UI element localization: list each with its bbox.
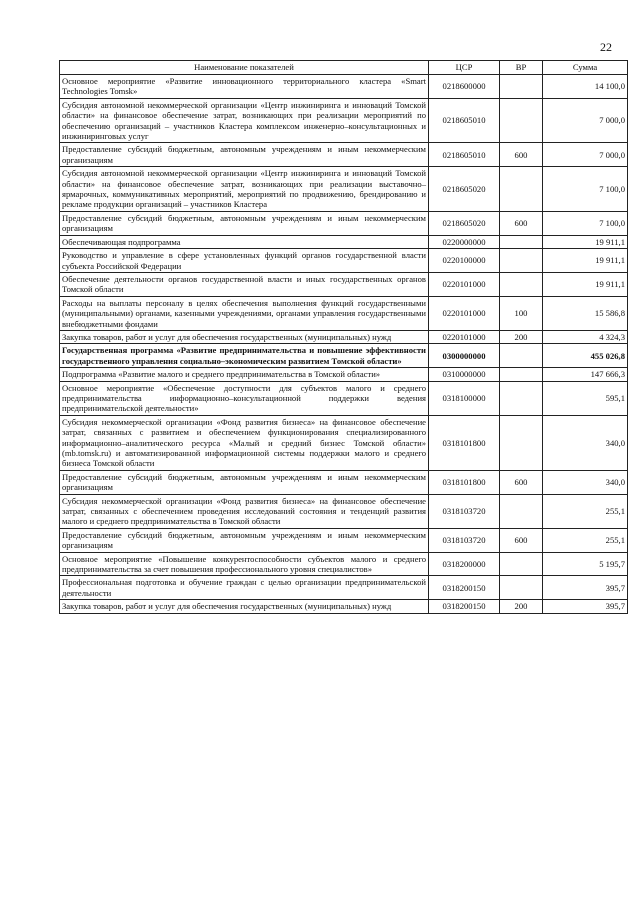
cell-sum: 4 324,3 — [543, 330, 628, 343]
cell-sum: 15 586,8 — [543, 296, 628, 330]
cell-name: Субсидия некоммерческой организации «Фонд развития бизнеса» на финансовое обеспечение затрат, связанных с развитием и обеспечением функционирования специализированного информационно–аналитического ресурса «Малый и средний бизнес Томской области» (mb.tomsk.ru) и автоматизированной информационной системы поддержки малого и среднего бизнеса Томской области — [60, 415, 429, 470]
table-row — [60, 552, 628, 576]
cell-sum: 19 911,1 — [543, 249, 628, 273]
cell-csr: 0218605010 — [429, 98, 500, 143]
cell-csr: 0318100000 — [429, 381, 500, 415]
table-row — [60, 494, 628, 528]
cell-sum: 19 911,1 — [543, 235, 628, 248]
cell-vr: 100 — [500, 296, 543, 330]
cell-vr — [500, 344, 543, 368]
cell-vr: 600 — [500, 211, 543, 235]
table-row — [60, 415, 628, 470]
cell-sum: 147 666,3 — [543, 368, 628, 381]
table-row — [60, 98, 628, 143]
cell-vr — [500, 552, 543, 576]
cell-csr: 0220101000 — [429, 296, 500, 330]
cell-name: Субсидия автономной некоммерческой организации «Центр инжиниринга и инноваций Томской области» на финансовое обеспечение затрат, возникающих при реализации мероприятий по обеспечению организаций – участников Кластера комплексом инженерно–консультационных и инжиниринговых услуг — [60, 98, 429, 143]
cell-csr: 0218600000 — [429, 75, 500, 99]
cell-csr: 0218605020 — [429, 167, 500, 212]
table-row — [60, 75, 628, 99]
cell-name: Закупка товаров, работ и услуг для обеспечения государственных (муниципальных) нужд — [60, 330, 429, 343]
cell-name: Обеспечивающая подпрограмма — [60, 235, 429, 248]
cell-csr: 0318101800 — [429, 470, 500, 494]
cell-csr: 0220000000 — [429, 235, 500, 248]
cell-name: Обеспечение деятельности органов государственной власти и иных государственных органов Томской области — [60, 272, 429, 296]
table-row — [60, 249, 628, 273]
table-row — [60, 143, 628, 167]
table-row — [60, 381, 628, 415]
cell-sum: 7 000,0 — [543, 143, 628, 167]
cell-vr — [500, 272, 543, 296]
cell-csr: 0318103720 — [429, 528, 500, 552]
table-row — [60, 235, 628, 248]
column-header-vr: ВР — [500, 61, 543, 75]
table-row — [60, 211, 628, 235]
cell-vr — [500, 98, 543, 143]
cell-sum: 340,0 — [543, 470, 628, 494]
cell-name: Субсидия автономной некоммерческой организации «Центр инжиниринга и инноваций Томской области» на финансовое обеспечение затрат, возникающих при реализации выставочно–ярмарочных, коммуникативных мероприятий, мероприятий по продвижению, брендированию и рекламе продукции организаций – участников Кластера — [60, 167, 429, 212]
cell-vr — [500, 167, 543, 212]
table-body — [60, 75, 628, 614]
column-header-csr: ЦСР — [429, 61, 500, 75]
table-row — [60, 167, 628, 212]
table-row — [60, 576, 628, 600]
column-header-name: Наименование показателей — [60, 61, 429, 75]
cell-csr: 0318200150 — [429, 600, 500, 613]
cell-csr: 0318103720 — [429, 494, 500, 528]
budget-table — [59, 60, 628, 614]
cell-name: Расходы на выплаты персоналу в целях обеспечения выполнения функций государственными (муниципальными) органами, казенными учреждениями, органами управления государственными внебюджетными фондами — [60, 296, 429, 330]
cell-sum: 395,7 — [543, 600, 628, 613]
table-row — [60, 368, 628, 381]
cell-sum: 7 100,0 — [543, 211, 628, 235]
cell-vr: 200 — [500, 330, 543, 343]
cell-name: Предоставление субсидий бюджетным, автономным учреждениям и иным некоммерческим организациям — [60, 211, 429, 235]
cell-csr: 0218605020 — [429, 211, 500, 235]
cell-csr: 0218605010 — [429, 143, 500, 167]
page-number: 22 — [600, 40, 612, 54]
cell-sum: 595,1 — [543, 381, 628, 415]
cell-sum: 7 100,0 — [543, 167, 628, 212]
cell-csr: 0318101800 — [429, 415, 500, 470]
cell-sum: 255,1 — [543, 528, 628, 552]
cell-vr: 600 — [500, 528, 543, 552]
cell-vr — [500, 494, 543, 528]
column-header-sum: Сумма — [543, 61, 628, 75]
cell-vr — [500, 381, 543, 415]
cell-csr: 0310000000 — [429, 368, 500, 381]
table-header-row — [60, 61, 628, 75]
cell-sum: 255,1 — [543, 494, 628, 528]
cell-name: Предоставление субсидий бюджетным, автономным учреждениям и иным некоммерческим организациям — [60, 470, 429, 494]
table-row — [60, 470, 628, 494]
cell-csr: 0220101000 — [429, 330, 500, 343]
cell-name: Руководство и управление в сфере установленных функций органов государственной власти субъекта Российской Федерации — [60, 249, 429, 273]
table-row — [60, 330, 628, 343]
cell-sum: 455 026,8 — [543, 344, 628, 368]
cell-csr: 0318200000 — [429, 552, 500, 576]
cell-sum: 7 000,0 — [543, 98, 628, 143]
cell-csr: 0220101000 — [429, 272, 500, 296]
cell-name: Предоставление субсидий бюджетным, автономным учреждениям и иным некоммерческим организациям — [60, 528, 429, 552]
cell-sum: 14 100,0 — [543, 75, 628, 99]
cell-name: Субсидия некоммерческой организации «Фонд развития бизнеса» на финансовое обеспечение затрат, связанных с обеспечением проведения исследований состояния и тенденций развития малого и среднего предпринимательства в Томской области — [60, 494, 429, 528]
cell-name: Основное мероприятие «Повышение конкурентоспособности субъектов малого и среднего предпринимательства за счет повышения профессионального уровня специалистов» — [60, 552, 429, 576]
cell-vr: 600 — [500, 143, 543, 167]
table-row — [60, 344, 628, 368]
cell-csr: 0318200150 — [429, 576, 500, 600]
cell-sum: 19 911,1 — [543, 272, 628, 296]
cell-csr: 0300000000 — [429, 344, 500, 368]
cell-vr — [500, 235, 543, 248]
cell-vr: 200 — [500, 600, 543, 613]
cell-name: Закупка товаров, работ и услуг для обеспечения государственных (муниципальных) нужд — [60, 600, 429, 613]
cell-name: Профессиональная подготовка и обучение граждан с целью организации предпринимательской деятельности — [60, 576, 429, 600]
table-row — [60, 528, 628, 552]
cell-sum: 5 195,7 — [543, 552, 628, 576]
table-row — [60, 272, 628, 296]
cell-name: Основное мероприятие «Развитие инновационного территориального кластера «Smart Technologies Tomsk» — [60, 75, 429, 99]
cell-vr — [500, 368, 543, 381]
cell-vr — [500, 576, 543, 600]
cell-name: Основное мероприятие «Обеспечение доступности для субъектов малого и среднего предпринимательства информационно–консультационной поддержки ведения предпринимательской деятельности» — [60, 381, 429, 415]
cell-name: Подпрограмма «Развитие малого и среднего предпринимательства в Томской области» — [60, 368, 429, 381]
cell-csr: 0220100000 — [429, 249, 500, 273]
cell-name: Предоставление субсидий бюджетным, автономным учреждениям и иным некоммерческим организациям — [60, 143, 429, 167]
cell-vr — [500, 249, 543, 273]
cell-vr: 600 — [500, 470, 543, 494]
cell-sum: 340,0 — [543, 415, 628, 470]
cell-vr — [500, 75, 543, 99]
table-row — [60, 600, 628, 613]
table-row — [60, 296, 628, 330]
cell-vr — [500, 415, 543, 470]
cell-name: Государственная программа «Развитие предпринимательства и повышение эффективности государственного управления социально–экономическим развитием Томской области» — [60, 344, 429, 368]
cell-sum: 395,7 — [543, 576, 628, 600]
